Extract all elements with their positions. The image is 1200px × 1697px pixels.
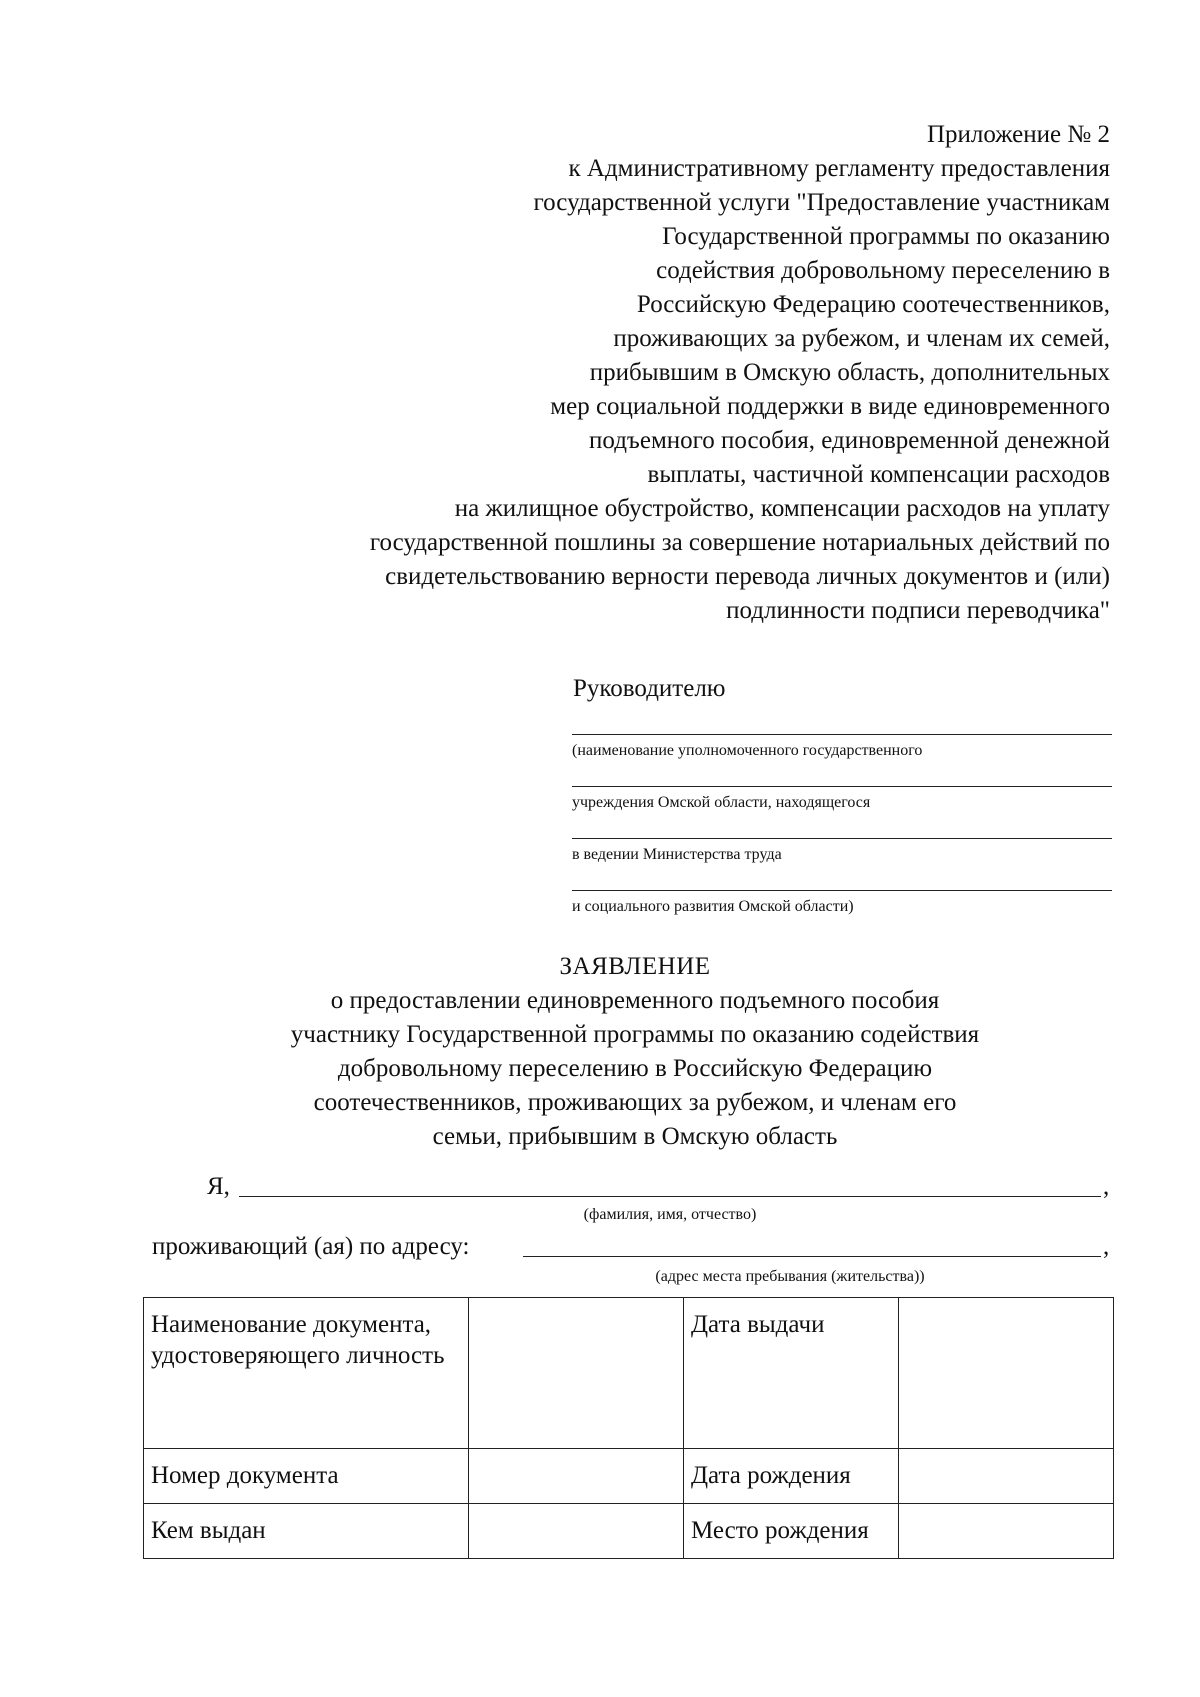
full-name-caption: (фамилия, имя, отчество)	[583, 1206, 757, 1223]
appendix-block	[240, 118, 1110, 628]
fill-line	[572, 734, 1112, 735]
table-row	[144, 1504, 1114, 1559]
table-label-cell: Дата рождения	[684, 1449, 899, 1504]
field-caption: и социального развития Омской области)	[572, 898, 854, 915]
table-value-cell[interactable]	[899, 1449, 1114, 1504]
table-label-cell: Кем выдан	[144, 1504, 469, 1559]
appendix-line: проживающих за рубежом, и членам их семей,	[613, 325, 1110, 352]
appendix-line: Российскую Федерацию соотечественников,	[636, 291, 1110, 318]
addressee-field[interactable]	[572, 884, 1112, 936]
appendix-line: подъемного пособия, единовременной денежной	[589, 427, 1110, 454]
addressee-field[interactable]	[572, 832, 1112, 884]
page-title: ЗАЯВЛЕНИЕ	[559, 953, 711, 980]
appendix-line: прибывшим в Омскую область, дополнительных	[589, 359, 1110, 386]
field-caption: в ведении Министерства труда	[572, 846, 782, 863]
title-line: участнику Государственной программы по оказанию содействия	[290, 1021, 980, 1048]
table-label-cell: Дата выдачи	[684, 1298, 899, 1449]
addressee-field[interactable]	[572, 780, 1112, 832]
table-value-cell[interactable]	[469, 1449, 684, 1504]
appendix-line: свидетельствованию верности перевода личных документов и (или)	[385, 563, 1110, 590]
addressee-heading: Руководителю	[573, 675, 726, 702]
appendix-line: содействия добровольному переселению в	[656, 257, 1110, 284]
addressee-field[interactable]	[572, 728, 1112, 780]
appendix-line: подлинности подписи переводчика"	[726, 597, 1110, 624]
table-row	[144, 1298, 1114, 1449]
title-line: семьи, прибывшим в Омскую область	[432, 1123, 838, 1150]
identity-document-table	[143, 1297, 1114, 1559]
applicant-i-label: Я,	[207, 1173, 230, 1200]
table-value-cell[interactable]	[899, 1298, 1114, 1449]
field-caption: учреждения Омской области, находящегося	[572, 794, 871, 811]
full-name-field[interactable]	[239, 1195, 1101, 1197]
appendix-line: к Административному регламенту предоставления	[568, 155, 1110, 182]
address-field[interactable]	[523, 1255, 1101, 1257]
field-caption: (наименование уполномоченного государственного	[572, 742, 923, 759]
table-value-cell[interactable]	[469, 1504, 684, 1559]
title-line: соотечественников, проживающих за рубежом, и членам его	[313, 1089, 957, 1116]
table-row	[144, 1449, 1114, 1504]
appendix-line: выплаты, частичной компенсации расходов	[647, 461, 1110, 488]
table-label-cell: Наименование документа, удостоверяющего личность	[144, 1298, 469, 1449]
address-caption: (адрес места пребывания (жительства))	[655, 1268, 925, 1285]
title-line: добровольному переселению в Российскую Федерацию	[337, 1055, 933, 1082]
addressee-block	[572, 672, 1112, 936]
appendix-line: государственной пошлины за совершение нотариальных действий по	[369, 529, 1110, 556]
comma: ,	[1103, 1173, 1110, 1200]
fill-line	[572, 890, 1112, 891]
table-value-cell[interactable]	[899, 1504, 1114, 1559]
table-label-cell: Номер документа	[144, 1449, 469, 1504]
appendix-line: Государственной программы по оказанию	[662, 223, 1110, 250]
appendix-line: государственной услуги "Предоставление участникам	[533, 189, 1110, 216]
appendix-line: на жилищное обустройство, компенсации расходов на уплату	[454, 495, 1110, 522]
table-label-cell: Место рождения	[684, 1504, 899, 1559]
address-label: проживающий (ая) по адресу:	[152, 1233, 470, 1260]
table-value-cell[interactable]	[469, 1298, 684, 1449]
fill-line	[572, 838, 1112, 839]
statement-title	[0, 950, 1200, 1154]
fill-line	[572, 786, 1112, 787]
appendix-line: Приложение № 2	[926, 121, 1110, 148]
appendix-line: мер социальной поддержки в виде единовременного	[550, 393, 1110, 420]
comma: ,	[1103, 1233, 1110, 1260]
title-line: о предоставлении единовременного подъемного пособия	[330, 987, 940, 1014]
